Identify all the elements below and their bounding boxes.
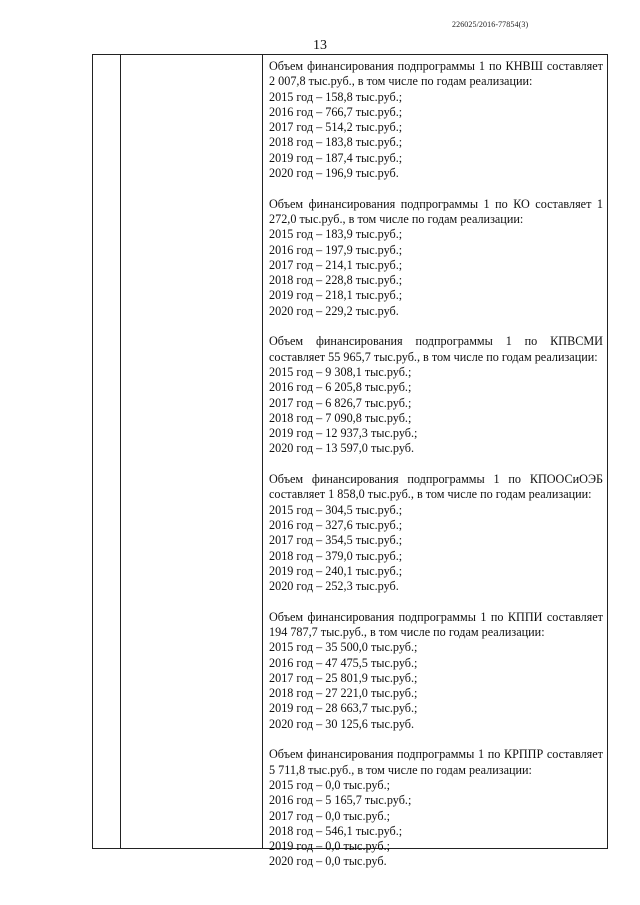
year-line: 2017 год – 25 801,9 тыс.руб.; <box>269 670 418 685</box>
year-line: 2017 год – 214,1 тыс.руб.; <box>269 257 403 272</box>
year-line: 2015 год – 304,5 тыс.руб.; <box>269 502 403 517</box>
year-line: 2016 год – 327,6 тыс.руб.; <box>269 517 403 532</box>
year-line: 2020 год – 196,9 тыс.руб. <box>269 166 399 181</box>
financing-intro: Объем финансирования подпрограммы 1 по КППИ составляет 194 787,7 тыс.руб., в том числе по годам реализации: <box>269 609 603 639</box>
year-line: 2019 год – 240,1 тыс.руб.; <box>269 563 403 578</box>
financing-block-ko <box>269 197 603 319</box>
financing-block-kpoosioeb <box>269 472 603 594</box>
year-line: 2015 год – 183,9 тыс.руб.; <box>269 227 403 242</box>
year-line: 2019 год – 187,4 тыс.руб.; <box>269 150 403 165</box>
year-line: 2019 год – 12 937,3 тыс.руб.; <box>269 426 418 441</box>
year-line: 2017 год – 354,5 тыс.руб.; <box>269 533 403 548</box>
financing-intro: Объем финансирования подпрограммы 1 по КО составляет 1 272,0 тыс.руб., в том числе по годам реализации: <box>269 196 603 226</box>
year-line: 2020 год – 0,0 тыс.руб. <box>269 854 387 869</box>
financing-intro: Объем финансирования подпрограммы 1 по КНВШ составляет 2 007,8 тыс.руб., в том числе по годам реализации: <box>269 59 603 89</box>
year-line: 2015 год – 158,8 тыс.руб.; <box>269 89 403 104</box>
year-line: 2020 год – 229,2 тыс.руб. <box>269 303 399 318</box>
financing-block-knvsh <box>269 59 603 181</box>
year-line: 2016 год – 5 165,7 тыс.руб.; <box>269 793 412 808</box>
financing-intro: Объем финансирования подпрограммы 1 по КПВСМИ составляет 55 965,7 тыс.руб., в том числе по годам реализации: <box>269 334 603 364</box>
year-line: 2020 год – 30 125,6 тыс.руб. <box>269 716 415 731</box>
year-line: 2017 год – 0,0 тыс.руб.; <box>269 808 390 823</box>
year-line: 2016 год – 47 475,5 тыс.руб.; <box>269 655 418 670</box>
financing-cell <box>269 59 603 885</box>
year-line: 2018 год – 228,8 тыс.руб.; <box>269 273 403 288</box>
year-line: 2019 год – 218,1 тыс.руб.; <box>269 288 403 303</box>
year-line: 2018 год – 546,1 тыс.руб.; <box>269 823 403 838</box>
year-line: 2016 год – 197,9 тыс.руб.; <box>269 242 403 257</box>
year-line: 2017 год – 6 826,7 тыс.руб.; <box>269 395 412 410</box>
year-line: 2018 год – 183,8 тыс.руб.; <box>269 135 403 150</box>
financing-intro: Объем финансирования подпрограммы 1 по КРППР составляет 5 711,8 тыс.руб., в том числе по годам реализации: <box>269 747 603 777</box>
year-line: 2018 год – 7 090,8 тыс.руб.; <box>269 410 412 425</box>
table-column-divider <box>120 55 121 848</box>
year-line: 2017 год – 514,2 тыс.руб.; <box>269 120 403 135</box>
financing-block-kppi <box>269 610 603 732</box>
financing-block-krppr <box>269 747 603 869</box>
table-frame <box>92 54 608 869</box>
year-line: 2016 год – 766,7 тыс.руб.; <box>269 104 403 119</box>
page-number: 13 <box>313 38 327 53</box>
year-line: 2019 год – 0,0 тыс.руб.; <box>269 839 390 854</box>
year-line: 2015 год – 35 500,0 тыс.руб.; <box>269 640 418 655</box>
year-line: 2019 год – 28 663,7 тыс.руб.; <box>269 701 418 716</box>
year-line: 2018 год – 379,0 тыс.руб.; <box>269 548 403 563</box>
year-line: 2016 год – 6 205,8 тыс.руб.; <box>269 380 412 395</box>
financing-block-kpvsmi <box>269 334 603 456</box>
document-id: 226025/2016-77854(3) <box>452 20 529 29</box>
year-line: 2020 год – 252,3 тыс.руб. <box>269 579 399 594</box>
year-line: 2018 год – 27 221,0 тыс.руб.; <box>269 686 418 701</box>
financing-intro: Объем финансирования подпрограммы 1 по КПООСиОЭБ составляет 1 858,0 тыс.руб., в том числе по годам реализации: <box>269 472 603 502</box>
year-line: 2015 год – 0,0 тыс.руб.; <box>269 777 390 792</box>
year-line: 2015 год – 9 308,1 тыс.руб.; <box>269 364 412 379</box>
table-column-divider <box>262 55 263 848</box>
year-line: 2020 год – 13 597,0 тыс.руб. <box>269 441 415 456</box>
